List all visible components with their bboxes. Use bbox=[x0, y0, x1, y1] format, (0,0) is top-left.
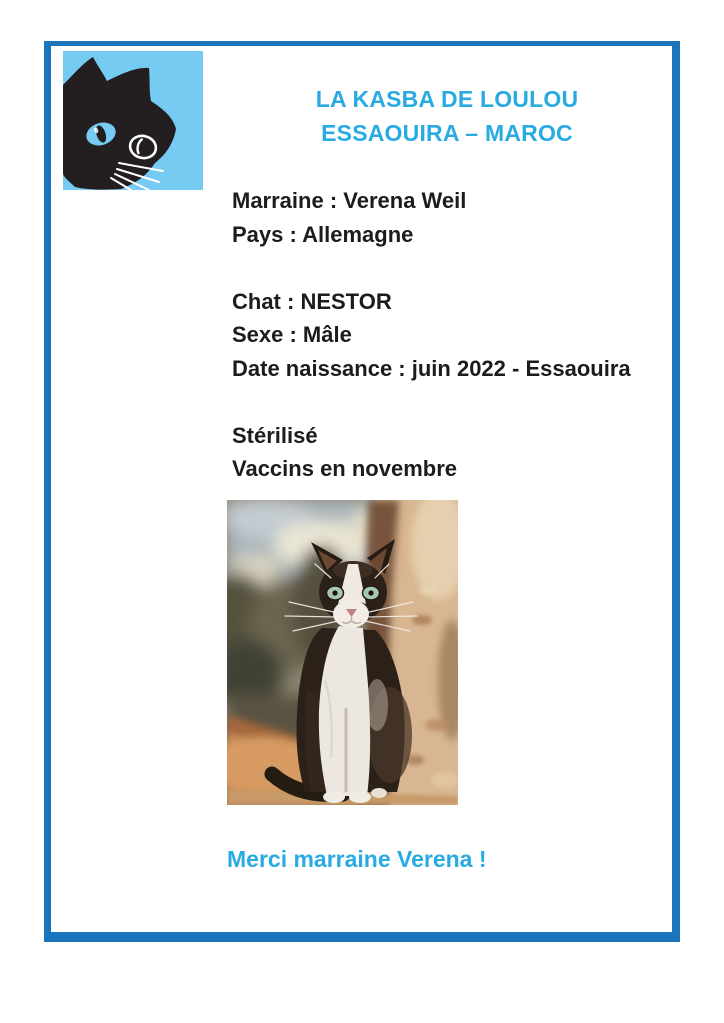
cat-photo bbox=[227, 500, 458, 805]
cat-name-line: Chat : NESTOR bbox=[232, 288, 392, 314]
sex-line: Sexe : Mâle bbox=[232, 322, 352, 347]
blank-line bbox=[232, 251, 672, 285]
title-line-1: LA KASBA DE LOULOU bbox=[315, 86, 579, 112]
birth-line: Date naissance : juin 2022 - Essaouira bbox=[232, 355, 631, 381]
black-cat-logo-icon bbox=[63, 51, 203, 190]
association-logo bbox=[63, 51, 203, 190]
blank-line bbox=[232, 385, 672, 419]
vaccines-line: Vaccins en novembre bbox=[232, 456, 457, 481]
page-title bbox=[240, 82, 654, 150]
title-line-2: ESSAOUIRA – MAROC bbox=[321, 120, 573, 146]
country-line: Pays : Allemagne bbox=[232, 221, 414, 247]
sterilized-line: Stérilisé bbox=[232, 422, 318, 448]
sponsor-line: Marraine : Verena Weil bbox=[232, 188, 467, 213]
cat-photo-image bbox=[227, 500, 458, 805]
thanks-message: Merci marraine Verena ! bbox=[227, 846, 487, 872]
cat-info-block bbox=[232, 184, 672, 486]
